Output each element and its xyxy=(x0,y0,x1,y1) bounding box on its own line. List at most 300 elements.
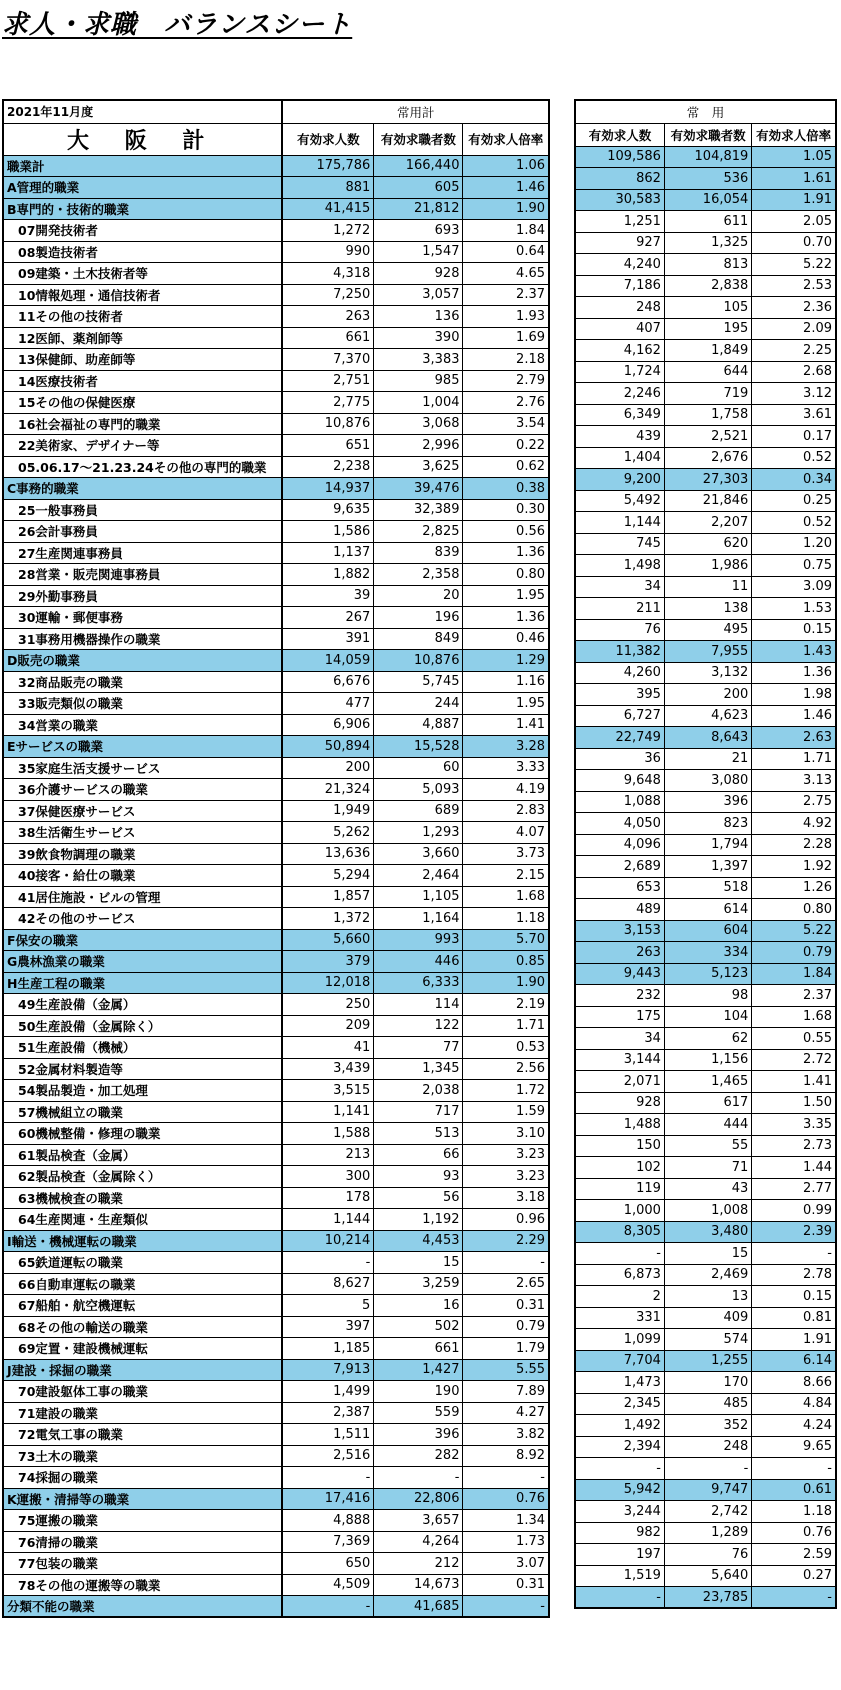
occupation-label: 07開発技術者 xyxy=(3,220,282,242)
occupation-row xyxy=(575,1243,836,1265)
occupation-row xyxy=(3,1402,549,1424)
occupation-label: 31事務用機器操作の職業 xyxy=(3,628,282,650)
occupation-row xyxy=(575,340,836,362)
ratio-cell: 0.61 xyxy=(752,1479,836,1501)
openings-cell: 2,689 xyxy=(575,856,664,878)
openings-cell: 36 xyxy=(575,748,664,770)
openings-cell: 76 xyxy=(575,619,664,641)
openings-cell: 1,492 xyxy=(575,1415,664,1437)
occupation-label: 76清掃の職業 xyxy=(3,1531,282,1553)
openings-cell: 7,186 xyxy=(575,275,664,297)
applicants-cell: 2,469 xyxy=(664,1264,751,1286)
applicants-cell: 605 xyxy=(374,177,463,199)
occupation-label: F保安の職業 xyxy=(3,929,282,951)
occupation-label: 66自動車運転の職業 xyxy=(3,1273,282,1295)
ratio-cell: 1.41 xyxy=(752,1071,836,1093)
ratio-cell: 5.70 xyxy=(463,929,549,951)
ratio-cell: 3.13 xyxy=(752,770,836,792)
applicants-cell: 1,004 xyxy=(374,392,463,414)
applicants-cell: 1,849 xyxy=(664,340,751,362)
applicants-cell: 27,303 xyxy=(664,469,751,491)
applicants-cell: 352 xyxy=(664,1415,751,1437)
occupation-label: 分類不能の職業 xyxy=(3,1596,282,1618)
applicants-cell: 3,057 xyxy=(374,284,463,306)
openings-cell: 1,511 xyxy=(282,1424,373,1446)
applicants-cell: 3,383 xyxy=(374,349,463,371)
occupation-label: 33販売類似の職業 xyxy=(3,693,282,715)
ratio-cell: 3.54 xyxy=(463,413,549,435)
openings-cell: 1,586 xyxy=(282,521,373,543)
ratio-cell: - xyxy=(752,1243,836,1265)
applicants-cell: 502 xyxy=(374,1316,463,1338)
openings-cell: 439 xyxy=(575,426,664,448)
ratio-cell: 0.38 xyxy=(463,478,549,500)
openings-cell: 34 xyxy=(575,576,664,598)
openings-cell: 1,498 xyxy=(575,555,664,577)
occupation-label: 27生産関連事務員 xyxy=(3,542,282,564)
occupation-row xyxy=(575,770,836,792)
applicants-cell: 15 xyxy=(664,1243,751,1265)
occupation-row xyxy=(575,813,836,835)
occupation-row xyxy=(575,1092,836,1114)
openings-cell: 22,749 xyxy=(575,727,664,749)
openings-cell: 1,588 xyxy=(282,1123,373,1145)
category-row xyxy=(3,1359,549,1381)
applicants-cell: 21,812 xyxy=(374,198,463,220)
occupation-row xyxy=(3,693,549,715)
occupation-row xyxy=(575,1372,836,1394)
applicants-cell: 2,038 xyxy=(374,1080,463,1102)
ratio-cell: 4.27 xyxy=(463,1402,549,1424)
openings-cell: - xyxy=(575,1458,664,1480)
occupation-label: 08製造技術者 xyxy=(3,241,282,263)
occupation-row xyxy=(3,1166,549,1188)
ratio-cell: 2.75 xyxy=(752,791,836,813)
occupation-label: 39飲食物調理の職業 xyxy=(3,843,282,865)
applicants-cell: 1,255 xyxy=(664,1350,751,1372)
applicants-cell: 2,358 xyxy=(374,564,463,586)
openings-cell: 13,636 xyxy=(282,843,373,865)
occupation-label: 68その他の輸送の職業 xyxy=(3,1316,282,1338)
occupation-label: 71建設の職業 xyxy=(3,1402,282,1424)
applicants-cell: 2,207 xyxy=(664,512,751,534)
ratio-cell: 1.44 xyxy=(752,1157,836,1179)
occupation-label: 38生活衛生サービス xyxy=(3,822,282,844)
openings-cell: 651 xyxy=(282,435,373,457)
occupation-label: 12医師、薬剤師等 xyxy=(3,327,282,349)
occupation-row xyxy=(3,456,549,478)
occupation-label: Eサービスの職業 xyxy=(3,736,282,758)
openings-cell: 3,439 xyxy=(282,1058,373,1080)
ratio-cell: 1.26 xyxy=(752,877,836,899)
ratio-cell: 2.15 xyxy=(463,865,549,887)
applicants-cell: 1,465 xyxy=(664,1071,751,1093)
ratio-cell: 0.62 xyxy=(463,456,549,478)
occupation-row xyxy=(575,297,836,319)
occupation-row xyxy=(3,908,549,930)
occupation-row xyxy=(3,994,549,1016)
occupation-row xyxy=(3,714,549,736)
applicants-cell: 66 xyxy=(374,1144,463,1166)
ratio-cell: 1.29 xyxy=(463,650,549,672)
applicants-cell: 1,192 xyxy=(374,1209,463,1231)
occupation-label: G農林漁業の職業 xyxy=(3,951,282,973)
ratio-cell: 1.90 xyxy=(463,198,549,220)
ratio-cell: 0.17 xyxy=(752,426,836,448)
applicants-cell: 1,547 xyxy=(374,241,463,263)
applicants-cell: 136 xyxy=(374,306,463,328)
occupation-row xyxy=(3,435,549,457)
applicants-cell: 22,806 xyxy=(374,1488,463,1510)
ratio-cell: 0.96 xyxy=(463,1209,549,1231)
ratio-cell: 1.93 xyxy=(463,306,549,328)
applicants-cell: 574 xyxy=(664,1329,751,1351)
occupation-row xyxy=(575,1157,836,1179)
occupation-label: 09建築・土木技術者等 xyxy=(3,263,282,285)
applicants-cell: 1,397 xyxy=(664,856,751,878)
applicants-cell: 14,673 xyxy=(374,1574,463,1596)
occupation-row xyxy=(3,1381,549,1403)
openings-cell: 331 xyxy=(575,1307,664,1329)
ratio-cell: 1.84 xyxy=(463,220,549,242)
category-row xyxy=(3,929,549,951)
ratio-cell: 3.61 xyxy=(752,404,836,426)
ratio-cell: 6.14 xyxy=(752,1350,836,1372)
col-header-ratio: 有効求人倍率 xyxy=(463,123,549,155)
applicants-cell: 16 xyxy=(374,1295,463,1317)
openings-cell: 7,370 xyxy=(282,349,373,371)
ratio-cell: - xyxy=(752,1587,836,1609)
applicants-cell: 114 xyxy=(374,994,463,1016)
occupation-row xyxy=(3,1424,549,1446)
openings-cell: 5,660 xyxy=(282,929,373,951)
openings-cell: 2,775 xyxy=(282,392,373,414)
openings-cell: - xyxy=(575,1243,664,1265)
applicants-cell: 849 xyxy=(374,628,463,650)
ratio-cell: 1.41 xyxy=(463,714,549,736)
occupation-row xyxy=(3,306,549,328)
applicants-cell: 1,156 xyxy=(664,1049,751,1071)
occupation-row xyxy=(3,1316,549,1338)
occupation-label: 40接客・給仕の職業 xyxy=(3,865,282,887)
occupation-row xyxy=(575,1028,836,1050)
applicants-cell: 4,453 xyxy=(374,1230,463,1252)
occupation-row xyxy=(575,533,836,555)
openings-cell: 6,873 xyxy=(575,1264,664,1286)
ratio-cell: 1.20 xyxy=(752,533,836,555)
openings-cell: 8,627 xyxy=(282,1273,373,1295)
ratio-cell: 3.12 xyxy=(752,383,836,405)
openings-cell: 3,244 xyxy=(575,1501,664,1523)
applicants-cell: 248 xyxy=(664,1436,751,1458)
applicants-cell: 3,480 xyxy=(664,1221,751,1243)
applicants-cell: 10,876 xyxy=(374,650,463,672)
occupation-row xyxy=(3,1273,549,1295)
ratio-cell: 2.77 xyxy=(752,1178,836,1200)
occupation-row xyxy=(575,877,836,899)
ratio-cell: 0.79 xyxy=(463,1316,549,1338)
occupation-row xyxy=(575,1522,836,1544)
applicants-cell: 693 xyxy=(374,220,463,242)
ratio-cell: 0.64 xyxy=(463,241,549,263)
openings-cell: 1,137 xyxy=(282,542,373,564)
ratio-cell: 2.68 xyxy=(752,361,836,383)
occupation-label: 54製品製造・加工処理 xyxy=(3,1080,282,1102)
occupation-row xyxy=(575,1264,836,1286)
ratio-cell: 2.28 xyxy=(752,834,836,856)
openings-cell: 1,488 xyxy=(575,1114,664,1136)
ratio-cell: 1.53 xyxy=(752,598,836,620)
ratio-cell: 1.50 xyxy=(752,1092,836,1114)
applicants-cell: 614 xyxy=(664,899,751,921)
occupation-row xyxy=(3,585,549,607)
applicants-cell: 3,132 xyxy=(664,662,751,684)
openings-cell: 2,345 xyxy=(575,1393,664,1415)
applicants-cell: 985 xyxy=(374,370,463,392)
openings-cell: 6,676 xyxy=(282,671,373,693)
occupation-row xyxy=(575,1544,836,1566)
occupation-row xyxy=(575,1200,836,1222)
ratio-cell: 2.53 xyxy=(752,275,836,297)
openings-cell: 6,906 xyxy=(282,714,373,736)
ratio-cell: 4.07 xyxy=(463,822,549,844)
applicants-cell: 170 xyxy=(664,1372,751,1394)
occupation-row xyxy=(575,1436,836,1458)
category-row xyxy=(575,727,836,749)
applicants-cell: 620 xyxy=(664,533,751,555)
occupation-row xyxy=(3,1295,549,1317)
ratio-cell: 3.23 xyxy=(463,1144,549,1166)
openings-cell: 9,200 xyxy=(575,469,664,491)
ratio-cell: 2.59 xyxy=(752,1544,836,1566)
occupation-label: 51生産設備（機械） xyxy=(3,1037,282,1059)
ratio-cell: 1.36 xyxy=(463,607,549,629)
ratio-cell: 2.65 xyxy=(463,1273,549,1295)
applicants-cell: 495 xyxy=(664,619,751,641)
category-row xyxy=(3,1230,549,1252)
occupation-row xyxy=(3,886,549,908)
openings-cell: 6,727 xyxy=(575,705,664,727)
occupation-row xyxy=(575,748,836,770)
applicants-cell: 2,742 xyxy=(664,1501,751,1523)
occupation-label: 61製品検査（金属） xyxy=(3,1144,282,1166)
ratio-cell: 2.37 xyxy=(752,985,836,1007)
applicants-cell: 1,008 xyxy=(664,1200,751,1222)
applicants-cell: 62 xyxy=(664,1028,751,1050)
applicants-cell: 3,259 xyxy=(374,1273,463,1295)
ratio-cell: 1.91 xyxy=(752,1329,836,1351)
openings-cell: 4,260 xyxy=(575,662,664,684)
category-row xyxy=(575,942,836,964)
ratio-cell: 0.25 xyxy=(752,490,836,512)
applicants-cell: 396 xyxy=(664,791,751,813)
applicants-cell: 717 xyxy=(374,1101,463,1123)
applicants-cell: 8,643 xyxy=(664,727,751,749)
occupation-row xyxy=(3,757,549,779)
applicants-cell: 513 xyxy=(374,1123,463,1145)
openings-cell: 862 xyxy=(575,168,664,190)
openings-cell: 3,144 xyxy=(575,1049,664,1071)
occupation-label: 78その他の運搬等の職業 xyxy=(3,1574,282,1596)
occupation-label: 32商品販売の職業 xyxy=(3,671,282,693)
occupation-row xyxy=(575,1049,836,1071)
applicants-cell: 2,464 xyxy=(374,865,463,887)
openings-cell: 2,238 xyxy=(282,456,373,478)
openings-cell: 5 xyxy=(282,1295,373,1317)
openings-cell: 102 xyxy=(575,1157,664,1179)
occupation-row xyxy=(3,1574,549,1596)
ratio-cell: 8.66 xyxy=(752,1372,836,1394)
occupation-row xyxy=(3,1101,549,1123)
ratio-cell: 2.18 xyxy=(463,349,549,371)
openings-cell: 2,751 xyxy=(282,370,373,392)
openings-cell: - xyxy=(282,1596,373,1618)
applicants-cell: 1,427 xyxy=(374,1359,463,1381)
applicants-cell: 3,657 xyxy=(374,1510,463,1532)
openings-cell: 4,509 xyxy=(282,1574,373,1596)
occupation-row xyxy=(575,1135,836,1157)
openings-cell: 1,272 xyxy=(282,220,373,242)
openings-cell: 2,516 xyxy=(282,1445,373,1467)
header-row-group xyxy=(575,100,836,123)
occupation-label: 69定置・建設機械運転 xyxy=(3,1338,282,1360)
ratio-cell: 1.91 xyxy=(752,189,836,211)
ratio-cell: 2.25 xyxy=(752,340,836,362)
occupation-row xyxy=(3,1123,549,1145)
applicants-cell: 32,389 xyxy=(374,499,463,521)
ratio-cell: 0.56 xyxy=(463,521,549,543)
ratio-cell: 1.18 xyxy=(463,908,549,930)
applicants-cell: 138 xyxy=(664,598,751,620)
ratio-cell: 3.33 xyxy=(463,757,549,779)
period-label: 2021年11月度 xyxy=(3,100,282,123)
ratio-cell: - xyxy=(463,1252,549,1274)
ratio-cell: 0.31 xyxy=(463,1295,549,1317)
openings-cell: 10,876 xyxy=(282,413,373,435)
applicants-cell: 5,123 xyxy=(664,963,751,985)
occupation-row xyxy=(3,671,549,693)
occupation-row xyxy=(575,1565,836,1587)
occupation-row xyxy=(575,1501,836,1523)
openings-cell: 1,141 xyxy=(282,1101,373,1123)
occupation-row xyxy=(575,899,836,921)
occupation-label: 64生産関連・生産類似 xyxy=(3,1209,282,1231)
ratio-cell: 2.63 xyxy=(752,727,836,749)
openings-cell: 6,349 xyxy=(575,404,664,426)
category-row xyxy=(3,1596,549,1618)
ratio-cell: 0.70 xyxy=(752,232,836,254)
ratio-cell: 1.61 xyxy=(752,168,836,190)
ratio-cell: 0.15 xyxy=(752,619,836,641)
applicants-cell: 93 xyxy=(374,1166,463,1188)
category-row xyxy=(575,1479,836,1501)
ratio-cell: 2.72 xyxy=(752,1049,836,1071)
applicants-cell: 200 xyxy=(664,684,751,706)
category-row xyxy=(3,650,549,672)
ratio-cell: 5.22 xyxy=(752,920,836,942)
openings-cell: 211 xyxy=(575,598,664,620)
openings-cell: 489 xyxy=(575,899,664,921)
applicants-cell: 1,345 xyxy=(374,1058,463,1080)
occupation-label: 14医療技術者 xyxy=(3,370,282,392)
applicants-cell: 396 xyxy=(374,1424,463,1446)
ratio-cell: 1.84 xyxy=(752,963,836,985)
openings-cell: 3,153 xyxy=(575,920,664,942)
ratio-cell: 4.84 xyxy=(752,1393,836,1415)
applicants-cell: 823 xyxy=(664,813,751,835)
openings-cell: 4,050 xyxy=(575,813,664,835)
occupation-row xyxy=(575,1006,836,1028)
applicants-cell: 76 xyxy=(664,1544,751,1566)
openings-cell: 2,387 xyxy=(282,1402,373,1424)
ratio-cell: 0.22 xyxy=(463,435,549,457)
occupation-label: 職業計 xyxy=(3,155,282,177)
openings-cell: 391 xyxy=(282,628,373,650)
applicants-cell: 43 xyxy=(664,1178,751,1200)
ratio-cell: 2.83 xyxy=(463,800,549,822)
openings-cell: 5,942 xyxy=(575,1479,664,1501)
occupation-row xyxy=(575,426,836,448)
occupation-label: 74採掘の職業 xyxy=(3,1467,282,1489)
occupation-row xyxy=(3,1144,549,1166)
openings-cell: 1,144 xyxy=(575,512,664,534)
applicants-cell: 195 xyxy=(664,318,751,340)
occupation-row xyxy=(575,1178,836,1200)
occupation-row xyxy=(575,791,836,813)
occupation-row xyxy=(3,284,549,306)
openings-cell: 2,246 xyxy=(575,383,664,405)
openings-cell: 12,018 xyxy=(282,972,373,994)
occupation-row xyxy=(3,1080,549,1102)
ratio-cell: 1.59 xyxy=(463,1101,549,1123)
openings-cell: 209 xyxy=(282,1015,373,1037)
applicants-cell: 71 xyxy=(664,1157,751,1179)
occupation-row xyxy=(3,413,549,435)
occupation-row xyxy=(575,576,836,598)
applicants-cell: 104 xyxy=(664,1006,751,1028)
ratio-cell: 1.36 xyxy=(752,662,836,684)
openings-cell: 39 xyxy=(282,585,373,607)
ratio-cell: 1.92 xyxy=(752,856,836,878)
applicants-cell: 23,785 xyxy=(664,1587,751,1609)
occupation-row xyxy=(575,211,836,233)
occupation-row xyxy=(575,490,836,512)
occupation-label: 15その他の保健医療 xyxy=(3,392,282,414)
applicants-cell: 20 xyxy=(374,585,463,607)
openings-cell: 397 xyxy=(282,1316,373,1338)
occupation-row xyxy=(3,1338,549,1360)
ratio-cell: 3.23 xyxy=(463,1166,549,1188)
ratio-cell: 1.95 xyxy=(463,693,549,715)
category-row xyxy=(3,1488,549,1510)
occupation-row xyxy=(3,1510,549,1532)
occupation-row xyxy=(575,684,836,706)
occupation-row xyxy=(575,1393,836,1415)
applicants-cell: 9,747 xyxy=(664,1479,751,1501)
applicants-cell: 77 xyxy=(374,1037,463,1059)
occupation-label: H生産工程の職業 xyxy=(3,972,282,994)
occupation-label: 10情報処理・通信技術者 xyxy=(3,284,282,306)
openings-cell: 267 xyxy=(282,607,373,629)
applicants-cell: 56 xyxy=(374,1187,463,1209)
occupation-label: A管理的職業 xyxy=(3,177,282,199)
applicants-cell: 617 xyxy=(664,1092,751,1114)
openings-cell: 7,250 xyxy=(282,284,373,306)
page-title: 求人・求職 バランスシート xyxy=(2,10,353,40)
category-row xyxy=(575,469,836,491)
occupation-row xyxy=(575,254,836,276)
ratio-cell: 0.80 xyxy=(752,899,836,921)
